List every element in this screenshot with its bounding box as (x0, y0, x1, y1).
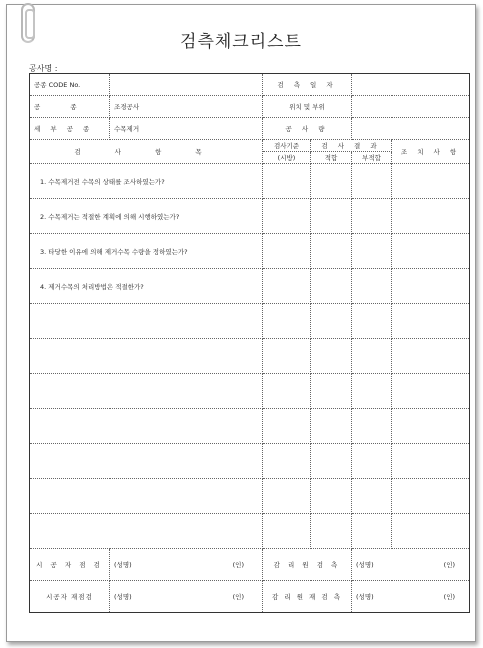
quantity-value[interactable] (352, 118, 470, 140)
ng-cell[interactable] (352, 339, 392, 374)
info-row-work-type (30, 96, 470, 118)
action-cell[interactable] (392, 479, 470, 514)
standard-cell[interactable] (263, 479, 311, 514)
item-text: 4. 제거수목의 처리방법은 적절한가? (30, 269, 263, 304)
work-type-value[interactable]: 조경공사 (110, 96, 263, 118)
header-result: 검 사 결 과 (311, 140, 392, 152)
item-text[interactable] (30, 479, 263, 514)
inspect-date-value[interactable] (352, 74, 470, 96)
ok-cell[interactable] (311, 374, 352, 409)
table-row (30, 234, 470, 269)
action-cell[interactable] (392, 514, 470, 549)
item-text[interactable] (30, 409, 263, 444)
standard-cell[interactable] (263, 199, 311, 234)
header-action: 조 치 사 항 (392, 140, 470, 164)
table-row (30, 164, 470, 199)
work-type-label: 공 종 (30, 96, 110, 118)
info-row-detail (30, 118, 470, 140)
header-ng: 부적합 (352, 152, 392, 164)
item-text[interactable] (30, 374, 263, 409)
ng-cell[interactable] (352, 444, 392, 479)
ng-cell[interactable] (352, 234, 392, 269)
item-text: 3. 타당한 이유에 의해 제거수목 수량을 정하였는가? (30, 234, 263, 269)
code-value[interactable] (110, 74, 263, 96)
ng-cell[interactable] (352, 514, 392, 549)
header-standard-sub: (시방) (263, 152, 311, 164)
supervisor-seal-label: (인) (443, 561, 456, 569)
action-cell[interactable] (392, 444, 470, 479)
detail-work-label: 세 부 공 종 (30, 118, 110, 140)
supervisor-name-label: (성명) (356, 561, 374, 569)
ok-cell[interactable] (311, 479, 352, 514)
page-title: 검측체크리스트 (180, 32, 302, 52)
item-text[interactable] (30, 444, 263, 479)
action-cell[interactable] (392, 199, 470, 234)
supervisor-recheck-label: 감 리 원 재 검 측 (263, 581, 352, 613)
action-cell[interactable] (392, 269, 470, 304)
contractor-name-label: (성명) (114, 561, 132, 569)
item-text[interactable] (30, 339, 263, 374)
checklist-table (29, 73, 470, 613)
ok-cell[interactable] (311, 444, 352, 479)
contractor-seal-label: (인) (232, 561, 244, 569)
supervisor-check-label: 감 리 원 검 측 (263, 549, 352, 581)
action-cell[interactable] (392, 234, 470, 269)
table-row (30, 479, 470, 514)
item-text: 1. 수목제거전 수목의 상태를 조사하였는가? (30, 164, 263, 199)
table-row (30, 304, 470, 339)
table-row (30, 269, 470, 304)
action-cell[interactable] (392, 374, 470, 409)
standard-cell[interactable] (263, 444, 311, 479)
header-standard: 검사기준 (263, 140, 311, 152)
ok-cell[interactable] (311, 304, 352, 339)
code-label: 공종 CODE No. (30, 74, 110, 96)
supervisor-recheck-sign[interactable] (352, 581, 470, 613)
supervisor-check-sign[interactable] (352, 549, 470, 581)
contractor-check-sign[interactable] (110, 549, 263, 581)
contractor-recheck-name-label: (성명) (114, 593, 132, 601)
standard-cell[interactable] (263, 304, 311, 339)
supervisor-recheck-seal-label: (인) (443, 593, 456, 601)
table-row (30, 339, 470, 374)
contractor-recheck-sign[interactable] (110, 581, 263, 613)
ng-cell[interactable] (352, 269, 392, 304)
action-cell[interactable] (392, 339, 470, 374)
ok-cell[interactable] (311, 339, 352, 374)
standard-cell[interactable] (263, 269, 311, 304)
standard-cell[interactable] (263, 339, 311, 374)
contractor-recheck-seal-label: (인) (232, 593, 244, 601)
ng-cell[interactable] (352, 164, 392, 199)
supervisor-recheck-name-label: (성명) (356, 593, 374, 601)
ok-cell[interactable] (311, 234, 352, 269)
action-cell[interactable] (392, 304, 470, 339)
ok-cell[interactable] (311, 409, 352, 444)
ng-cell[interactable] (352, 199, 392, 234)
ng-cell[interactable] (352, 374, 392, 409)
info-row-code (30, 74, 470, 96)
inspect-date-label: 검 측 일 자 (263, 74, 352, 96)
ng-cell[interactable] (352, 304, 392, 339)
project-name-label: 공사명 : (29, 64, 58, 73)
checklist-sheet (6, 4, 476, 642)
location-label: 위치 및 부위 (263, 96, 352, 118)
standard-cell[interactable] (263, 164, 311, 199)
location-value[interactable] (352, 96, 470, 118)
item-text[interactable] (30, 514, 263, 549)
standard-cell[interactable] (263, 234, 311, 269)
header-ok: 적합 (311, 152, 352, 164)
contractor-recheck-label: 시공자 재점검 (30, 581, 110, 613)
item-text: 2. 수목제거는 적절한 계획에 의해 시행하였는가? (30, 199, 263, 234)
action-cell[interactable] (392, 164, 470, 199)
table-row (30, 444, 470, 479)
quantity-label: 공 사 량 (263, 118, 352, 140)
signature-row-1 (30, 549, 470, 581)
ok-cell[interactable] (311, 514, 352, 549)
header-row-top (30, 140, 470, 152)
contractor-check-label: 시 공 자 점 검 (30, 549, 110, 581)
ok-cell[interactable] (311, 164, 352, 199)
table-row (30, 409, 470, 444)
standard-cell[interactable] (263, 409, 311, 444)
standard-cell[interactable] (263, 514, 311, 549)
standard-cell[interactable] (263, 374, 311, 409)
item-text[interactable] (30, 304, 263, 339)
table-row (30, 514, 470, 549)
ng-cell[interactable] (352, 479, 392, 514)
ok-cell[interactable] (311, 199, 352, 234)
ng-cell[interactable] (352, 409, 392, 444)
table-row (30, 374, 470, 409)
signature-row-2 (30, 581, 470, 613)
table-row (30, 199, 470, 234)
ok-cell[interactable] (311, 269, 352, 304)
header-item: 검 사 항 목 (30, 140, 263, 164)
action-cell[interactable] (392, 409, 470, 444)
detail-work-value[interactable]: 수목제거 (110, 118, 263, 140)
